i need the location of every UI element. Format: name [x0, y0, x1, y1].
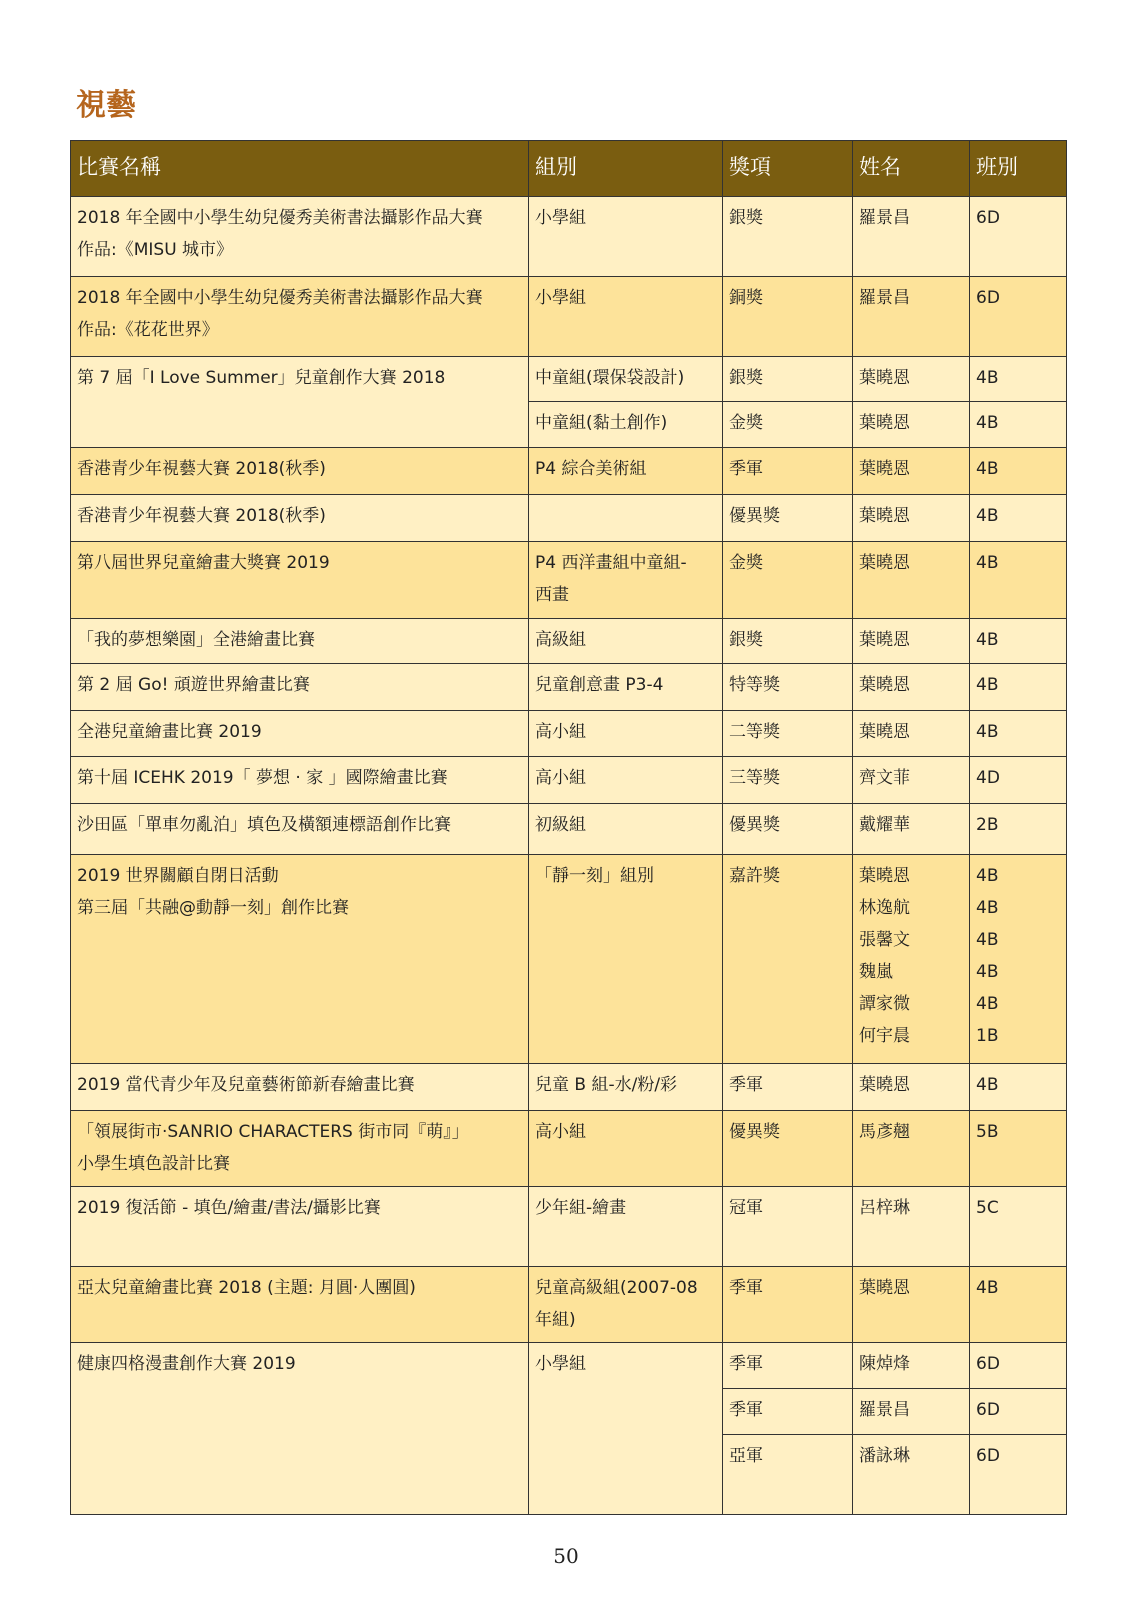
table-cell [970, 542, 1067, 619]
table-cell [723, 1187, 853, 1267]
table-cell [970, 1389, 1067, 1435]
table-cell [970, 357, 1067, 402]
table-cell [71, 1064, 529, 1111]
cell-text: 4B [976, 413, 999, 433]
cell-text: 季軍 [729, 1075, 763, 1095]
cell-text: 6D [976, 1354, 1000, 1374]
table-cell [723, 664, 853, 711]
table-cell [71, 495, 529, 542]
table-cell [853, 1111, 970, 1187]
cell-text: 4B [976, 506, 999, 526]
cell-text: 冠軍 [729, 1198, 763, 1218]
cell-text: 兒童創意畫 P3-4 [535, 675, 664, 695]
cell-text: 優異獎 [729, 506, 780, 526]
table-cell [723, 619, 853, 664]
header-class: 班別 [970, 141, 1067, 197]
table-cell [970, 757, 1067, 804]
cell-text: 三等獎 [729, 768, 780, 788]
cell-text: 2B [976, 815, 999, 835]
table-cell [529, 1111, 723, 1187]
cell-text: 二等獎 [729, 722, 780, 742]
cell-text: 葉曉恩 [859, 866, 910, 886]
table-cell [970, 197, 1067, 277]
table-body [71, 197, 1067, 1515]
cell-text: 第十屆 ICEHK 2019「 夢想 · 家 」國際繪畫比賽 [77, 768, 448, 788]
table-cell [71, 448, 529, 495]
table-cell [529, 1064, 723, 1111]
table-cell [723, 357, 853, 402]
table-cell [529, 448, 723, 495]
cell-text: 6D [976, 1400, 1000, 1420]
cell-text: 2019 當代青少年及兒童藝術節新春繪畫比賽 [77, 1075, 415, 1095]
table-cell [970, 495, 1067, 542]
table-cell [723, 1064, 853, 1111]
cell-text: 第三屆「共融@動靜一刻」創作比賽 [77, 898, 349, 918]
table-cell [71, 619, 529, 664]
cell-text: 兒童 B 組-水/粉/彩 [535, 1075, 678, 1095]
cell-text: 香港青少年視藝大賽 2018(秋季) [77, 459, 326, 479]
cell-text: 陳焯烽 [859, 1354, 910, 1374]
table-cell [529, 711, 723, 757]
table-cell [723, 197, 853, 277]
table-cell [970, 664, 1067, 711]
cell-text: 沙田區「單車勿亂泊」填色及橫額連標語創作比賽 [77, 815, 451, 835]
cell-text: 2019 復活節 - 填色/繪畫/書法/攝影比賽 [77, 1198, 381, 1218]
table-cell [853, 277, 970, 357]
table-cell [853, 448, 970, 495]
table-row [71, 757, 1067, 804]
table-cell [853, 855, 970, 1064]
table-cell [71, 277, 529, 357]
table-cell [853, 1343, 970, 1389]
cell-text: 高小組 [535, 768, 586, 788]
cell-text: 呂梓琳 [859, 1198, 910, 1218]
table-cell [529, 757, 723, 804]
cell-text: 季軍 [729, 459, 763, 479]
cell-text: 葉曉恩 [859, 368, 910, 388]
cell-text: 4B [976, 994, 999, 1014]
cell-text: 羅景昌 [859, 1400, 910, 1420]
cell-text: 季軍 [729, 1400, 763, 1420]
cell-text: 銀獎 [729, 630, 763, 650]
table-cell [71, 1111, 529, 1187]
cell-text: 「領展街市·SANRIO CHARACTERS 街市同『萌』」 [77, 1122, 469, 1142]
cell-text: 小學組 [535, 208, 586, 228]
table-cell [723, 711, 853, 757]
table-cell [970, 1111, 1067, 1187]
cell-text: 季軍 [729, 1354, 763, 1374]
table-row [71, 277, 1067, 357]
cell-text: 4B [976, 898, 999, 918]
cell-text: P4 西洋畫組中童組- [535, 553, 687, 573]
table-cell [723, 277, 853, 357]
cell-text: 葉曉恩 [859, 413, 910, 433]
cell-text: 戴耀華 [859, 815, 910, 835]
table-cell [71, 664, 529, 711]
cell-text: 6D [976, 1446, 1000, 1466]
cell-text: 小學生填色設計比賽 [77, 1154, 230, 1174]
cell-text: 葉曉恩 [859, 675, 910, 695]
cell-text: 4B [976, 459, 999, 479]
cell-text: 高級組 [535, 630, 586, 650]
table-row [71, 495, 1067, 542]
cell-text: 初級組 [535, 815, 586, 835]
table-cell [970, 402, 1067, 448]
cell-text: 何宇晨 [859, 1026, 910, 1046]
table-cell [970, 1343, 1067, 1389]
table-cell [723, 542, 853, 619]
table-row [71, 1064, 1067, 1111]
table-row [71, 1267, 1067, 1343]
table-cell [853, 495, 970, 542]
cell-text: 高小組 [535, 1122, 586, 1142]
table-cell [853, 1389, 970, 1435]
cell-text: 西畫 [535, 585, 569, 605]
table-cell [970, 1187, 1067, 1267]
cell-text: 4B [976, 675, 999, 695]
cell-text: 「靜一刻」組別 [535, 866, 654, 886]
cell-text: 4B [976, 553, 999, 573]
table-row [71, 711, 1067, 757]
table-cell [71, 197, 529, 277]
table-row [71, 448, 1067, 495]
table-header-row [71, 141, 1067, 197]
cell-text: 年組) [535, 1310, 576, 1330]
cell-text: 林逸航 [859, 898, 910, 918]
page-number: 50 [553, 1544, 579, 1568]
table-row [71, 197, 1067, 277]
table-cell [71, 855, 529, 1064]
cell-text: 馬彥翹 [859, 1122, 910, 1142]
table-cell [529, 619, 723, 664]
cell-text: 魏嵐 [859, 962, 893, 982]
cell-text: P4 綜合美術組 [535, 459, 647, 479]
cell-text: 張馨文 [859, 930, 910, 950]
table-cell [970, 711, 1067, 757]
cell-text: 全港兒童繪畫比賽 2019 [77, 722, 262, 742]
table-cell [970, 1064, 1067, 1111]
cell-text: 5C [976, 1198, 999, 1218]
page-title: 視藝 [76, 88, 136, 123]
table-cell [853, 357, 970, 402]
cell-text: 6D [976, 288, 1000, 308]
table-cell [723, 402, 853, 448]
cell-text: 第 7 屆「I Love Summer」兒童創作大賽 2018 [77, 368, 446, 388]
table-cell [529, 1187, 723, 1267]
cell-text: 小學組 [535, 288, 586, 308]
cell-text: 羅景昌 [859, 288, 910, 308]
table-cell [71, 357, 529, 448]
cell-text: 亞太兒童繪畫比賽 2018 (主題: 月圓·人團圓) [77, 1278, 416, 1298]
cell-text: 特等獎 [729, 675, 780, 695]
table-cell [723, 804, 853, 855]
awards-table [70, 140, 1067, 1515]
table-cell [529, 402, 723, 448]
cell-text: 銀獎 [729, 208, 763, 228]
table-cell [71, 804, 529, 855]
table-cell [970, 804, 1067, 855]
table-cell [723, 757, 853, 804]
table-cell [853, 1435, 970, 1515]
cell-text: 1B [976, 1026, 999, 1046]
table-cell [970, 277, 1067, 357]
cell-text: 健康四格漫畫創作大賽 2019 [77, 1354, 296, 1374]
table-cell [71, 1187, 529, 1267]
cell-text: 潘詠琳 [859, 1446, 910, 1466]
table-cell [853, 664, 970, 711]
table-cell [723, 855, 853, 1064]
table-cell [71, 711, 529, 757]
cell-text: 4B [976, 722, 999, 742]
table-cell [723, 1111, 853, 1187]
cell-text: 葉曉恩 [859, 722, 910, 742]
table-row [71, 664, 1067, 711]
cell-text: 嘉許獎 [729, 866, 780, 886]
cell-text: 季軍 [729, 1278, 763, 1298]
table-cell [853, 619, 970, 664]
table-cell [853, 1187, 970, 1267]
cell-text: 4D [976, 768, 1000, 788]
table-cell [71, 757, 529, 804]
cell-text: 香港青少年視藝大賽 2018(秋季) [77, 506, 326, 526]
table-row [71, 804, 1067, 855]
table-cell [71, 1343, 529, 1515]
table-cell [529, 1343, 723, 1515]
cell-text: 6D [976, 208, 1000, 228]
cell-text: 銀獎 [729, 368, 763, 388]
cell-text: 作品:《MISU 城市》 [77, 240, 234, 260]
cell-text: 羅景昌 [859, 208, 910, 228]
table-row [71, 855, 1067, 1064]
table-row [71, 619, 1067, 664]
table-cell [529, 542, 723, 619]
cell-text: 4B [976, 1075, 999, 1095]
cell-text: 葉曉恩 [859, 459, 910, 479]
cell-text: 2018 年全國中小學生幼兒優秀美術書法攝影作品大賽 [77, 288, 483, 308]
cell-text: 第八屆世界兒童繪畫大獎賽 2019 [77, 553, 330, 573]
cell-text: 葉曉恩 [859, 553, 910, 573]
table-cell [723, 495, 853, 542]
cell-text: 少年組-繪畫 [535, 1198, 627, 1218]
table-cell [853, 1064, 970, 1111]
cell-text: 優異獎 [729, 815, 780, 835]
header-award: 獎項 [723, 141, 853, 197]
table-cell [529, 495, 723, 542]
table-cell [723, 1389, 853, 1435]
table-cell [853, 804, 970, 855]
cell-text: 銅獎 [729, 288, 763, 308]
table-cell [853, 402, 970, 448]
table-cell [71, 542, 529, 619]
cell-text: 4B [976, 962, 999, 982]
table-cell [970, 1267, 1067, 1343]
cell-text: 高小組 [535, 722, 586, 742]
table-cell [529, 1267, 723, 1343]
table-cell [853, 1267, 970, 1343]
table-cell [853, 711, 970, 757]
cell-text: 中童組(環保袋設計) [535, 368, 685, 388]
cell-text: 作品:《花花世界》 [77, 320, 219, 340]
table-row [71, 1111, 1067, 1187]
cell-text: 4B [976, 930, 999, 950]
table-cell [529, 197, 723, 277]
cell-text: 優異獎 [729, 1122, 780, 1142]
cell-text: 4B [976, 630, 999, 650]
cell-text: 2018 年全國中小學生幼兒優秀美術書法攝影作品大賽 [77, 208, 483, 228]
cell-text: 「我的夢想樂園」全港繪畫比賽 [77, 630, 315, 650]
header-competition: 比賽名稱 [71, 141, 529, 197]
table-cell [853, 757, 970, 804]
cell-text: 葉曉恩 [859, 1278, 910, 1298]
table-cell [970, 1435, 1067, 1515]
cell-text: 2019 世界關顧自閉日活動 [77, 866, 279, 886]
cell-text: 小學組 [535, 1354, 586, 1374]
cell-text: 亞軍 [729, 1446, 763, 1466]
table-row [71, 357, 1067, 402]
table-cell [970, 619, 1067, 664]
cell-text: 4B [976, 1278, 999, 1298]
cell-text: 4B [976, 866, 999, 886]
table-row [71, 542, 1067, 619]
cell-text: 齊文菲 [859, 768, 910, 788]
table-cell [529, 855, 723, 1064]
cell-text: 4B [976, 368, 999, 388]
header-group: 組別 [529, 141, 723, 197]
table-cell [723, 1267, 853, 1343]
cell-text: 金獎 [729, 413, 763, 433]
table-row [71, 1187, 1067, 1267]
table-cell [853, 197, 970, 277]
table-cell [723, 1343, 853, 1389]
table-cell [853, 542, 970, 619]
cell-text: 5B [976, 1122, 999, 1142]
header-name: 姓名 [853, 141, 970, 197]
table-cell [529, 277, 723, 357]
cell-text: 金獎 [729, 553, 763, 573]
table-cell [529, 357, 723, 402]
cell-text: 中童組(黏土創作) [535, 413, 668, 433]
table-row [71, 1343, 1067, 1389]
cell-text: 葉曉恩 [859, 1075, 910, 1095]
cell-text: 譚家微 [859, 994, 910, 1014]
table-cell [970, 855, 1067, 1064]
cell-text: 第 2 屆 Go! 頑遊世界繪畫比賽 [77, 675, 310, 695]
cell-text: 兒童高級組(2007-08 [535, 1278, 698, 1298]
cell-text: 葉曉恩 [859, 506, 910, 526]
table-cell [71, 1267, 529, 1343]
table-cell [723, 1435, 853, 1515]
table-cell [723, 448, 853, 495]
table-cell [529, 804, 723, 855]
table-cell [529, 664, 723, 711]
cell-text: 葉曉恩 [859, 630, 910, 650]
table-cell [970, 448, 1067, 495]
